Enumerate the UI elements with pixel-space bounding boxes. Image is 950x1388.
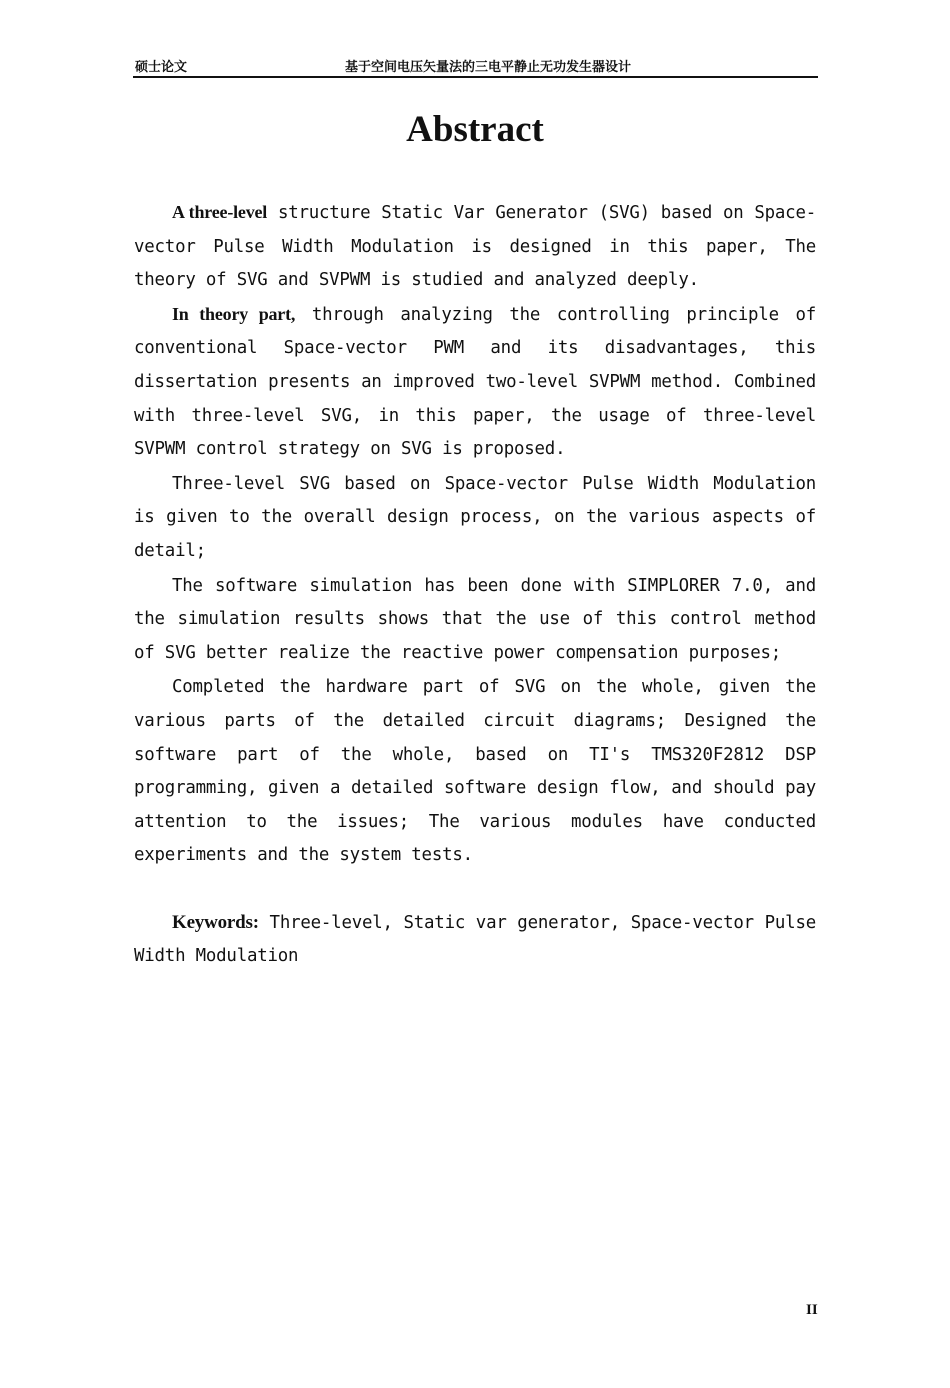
- abstract-paragraph-2: [134, 298, 816, 467]
- page-title: Abstract: [406, 109, 544, 150]
- paragraph-text: structure Static Var Generator (SVG) based on Space-vector Pulse Width Modulation is designed in this paper, The theory of SVG and SVPWM is studied and analyzed deeply.: [134, 203, 816, 291]
- paragraph-lead: In theory part,: [172, 303, 296, 324]
- paragraph-text: Completed the hardware part of SVG on the whole, given the various parts of the detailed circuit diagrams; Designed the software part of the whole, based on TI's TMS320F2812 DSP programming, given a detailed software design flow, and should pay attention to the issues; The various modules have conducted experiments and the system tests.: [134, 677, 816, 866]
- abstract-paragraph-4: [134, 569, 816, 671]
- keywords-line: [134, 906, 816, 974]
- keywords-text: Three-level, Static var generator, Space-vector Pulse Width Modulation: [134, 912, 816, 967]
- paragraph-lead: A three-level: [172, 202, 268, 222]
- abstract-paragraph-3: [134, 467, 816, 569]
- abstract-paragraph-5: [134, 670, 816, 873]
- running-header: [133, 52, 818, 78]
- page-number: II: [806, 1302, 818, 1318]
- keywords-label: Keywords:: [172, 911, 259, 933]
- paragraph-text: Three-level SVG based on Space-vector Pulse Width Modulation is given to the overall design process, on the various aspects of detail;: [134, 473, 816, 561]
- header-thesis-title: 基于空间电压矢量法的三电平静止无功发生器设计: [345, 60, 632, 75]
- header-thesis-type: 硕士论文: [135, 60, 188, 75]
- abstract-body: [134, 196, 816, 974]
- paragraph-text: The software simulation has been done with SIMPLORER 7.0, and the simulation results shows that the use of this control method of SVG better realize the reactive power compensation purposes;: [134, 575, 816, 663]
- abstract-paragraph-1: [134, 196, 816, 298]
- paragraph-text: through analyzing the controlling principle of conventional Space-vector PWM and its disadvantages, this dissertation presents an improved two-level SVPWM method. Combined with three-level SVG, in this paper, the usage of three-level SVPWM control strategy on SVG is proposed.: [134, 304, 816, 460]
